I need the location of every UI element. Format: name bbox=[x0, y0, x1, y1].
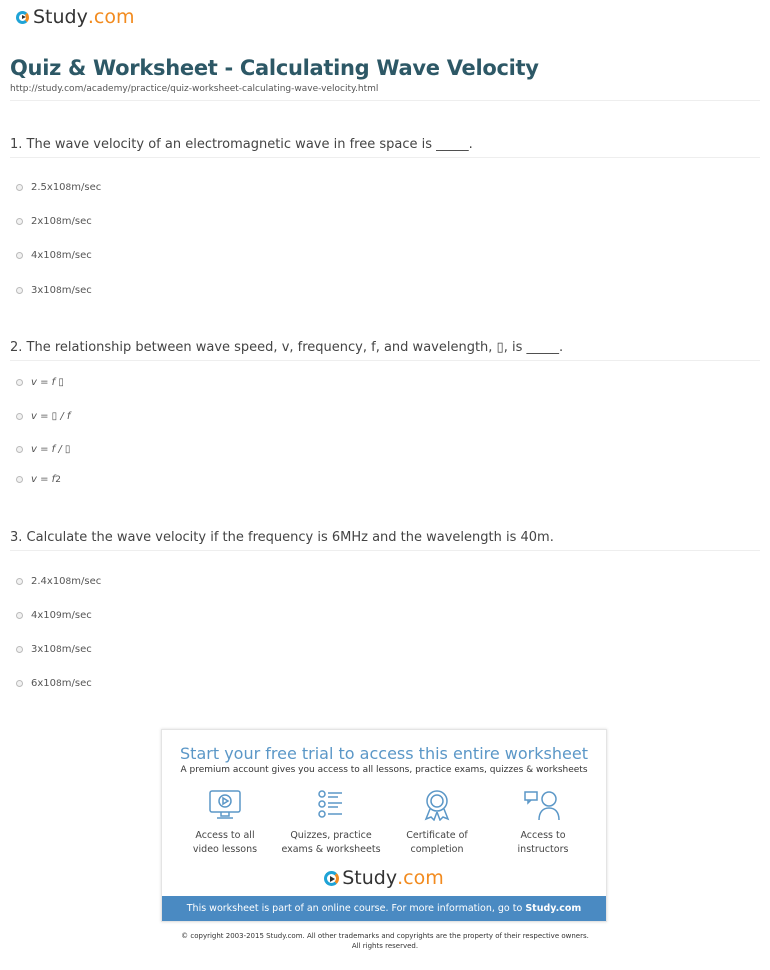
radio-button[interactable] bbox=[16, 476, 23, 483]
certificate-icon bbox=[420, 789, 454, 821]
quiz-list-icon bbox=[314, 789, 348, 821]
divider bbox=[10, 360, 760, 361]
feature-instructors: Access to instructors bbox=[493, 789, 593, 857]
question-text: 1. The wave velocity of an electromagnetic wave in free space is _____. bbox=[10, 137, 473, 152]
radio-button[interactable] bbox=[16, 184, 23, 191]
page-title: Quiz & Worksheet - Calculating Wave Velocity bbox=[10, 56, 539, 80]
study-link[interactable]: Study.com bbox=[525, 903, 582, 914]
answer-option[interactable]: 4x10 8 m/sec bbox=[16, 250, 92, 261]
course-info-bar: This worksheet is part of an online course. For more information, go to Study.com bbox=[162, 896, 606, 921]
radio-button[interactable] bbox=[16, 287, 23, 294]
video-lesson-icon bbox=[208, 789, 242, 821]
divider bbox=[10, 550, 760, 551]
instructor-icon bbox=[523, 789, 563, 821]
answer-option[interactable]: 2.4x10 8 m/sec bbox=[16, 576, 101, 587]
answer-option[interactable]: v = f / ▯ bbox=[16, 444, 70, 455]
answer-option[interactable]: 2x10 8 m/sec bbox=[16, 216, 92, 227]
answer-option[interactable]: 3x10 8 m/sec bbox=[16, 644, 92, 655]
radio-button[interactable] bbox=[16, 612, 23, 619]
radio-button[interactable] bbox=[16, 379, 23, 386]
radio-button[interactable] bbox=[16, 446, 23, 453]
feature-quizzes: Quizzes, practice exams & worksheets bbox=[281, 789, 381, 857]
radio-button[interactable] bbox=[16, 413, 23, 420]
play-logo-icon bbox=[324, 871, 339, 886]
answer-option[interactable]: v = f ▯ bbox=[16, 377, 64, 388]
feature-video: Access to all video lessons bbox=[175, 789, 275, 857]
promo-box bbox=[161, 729, 607, 922]
promo-title: Start your free trial to access this entire worksheet bbox=[180, 744, 588, 763]
divider bbox=[10, 157, 760, 158]
promo-study-logo[interactable]: Study .com bbox=[162, 867, 606, 889]
play-logo-icon bbox=[16, 11, 29, 24]
answer-option[interactable]: 6x10 8 m/sec bbox=[16, 678, 92, 689]
radio-button[interactable] bbox=[16, 218, 23, 225]
promo-subtitle: A premium account gives you access to all lessons, practice exams, quizzes & worksheets bbox=[180, 765, 588, 775]
answer-option[interactable]: v = f 2 bbox=[16, 474, 61, 485]
copyright: © copyright 2003-2015 Study.com. All other trademarks and copyrights are the property of their respective owners. All rights reserved. bbox=[181, 932, 589, 950]
radio-button[interactable] bbox=[16, 578, 23, 585]
feature-certificate: Certificate of completion bbox=[387, 789, 487, 857]
question-text: 2. The relationship between wave speed, v, frequency, f, and wavelength, ▯, is _____. bbox=[10, 340, 564, 355]
page-url: http://study.com/academy/practice/quiz-worksheet-calculating-wave-velocity.html bbox=[10, 84, 379, 94]
question-text: 3. Calculate the wave velocity if the frequency is 6MHz and the wavelength is 40m. bbox=[10, 530, 554, 545]
answer-option[interactable]: v = ▯ / f bbox=[16, 411, 70, 422]
study-logo[interactable]: Study .com bbox=[16, 6, 134, 28]
answer-option[interactable]: 4x10 9 m/sec bbox=[16, 610, 92, 621]
radio-button[interactable] bbox=[16, 646, 23, 653]
answer-option[interactable]: 2.5x10 8 m/sec bbox=[16, 182, 101, 193]
radio-button[interactable] bbox=[16, 680, 23, 687]
radio-button[interactable] bbox=[16, 252, 23, 259]
answer-option[interactable]: 3x10 8 m/sec bbox=[16, 285, 92, 296]
divider bbox=[10, 100, 760, 101]
